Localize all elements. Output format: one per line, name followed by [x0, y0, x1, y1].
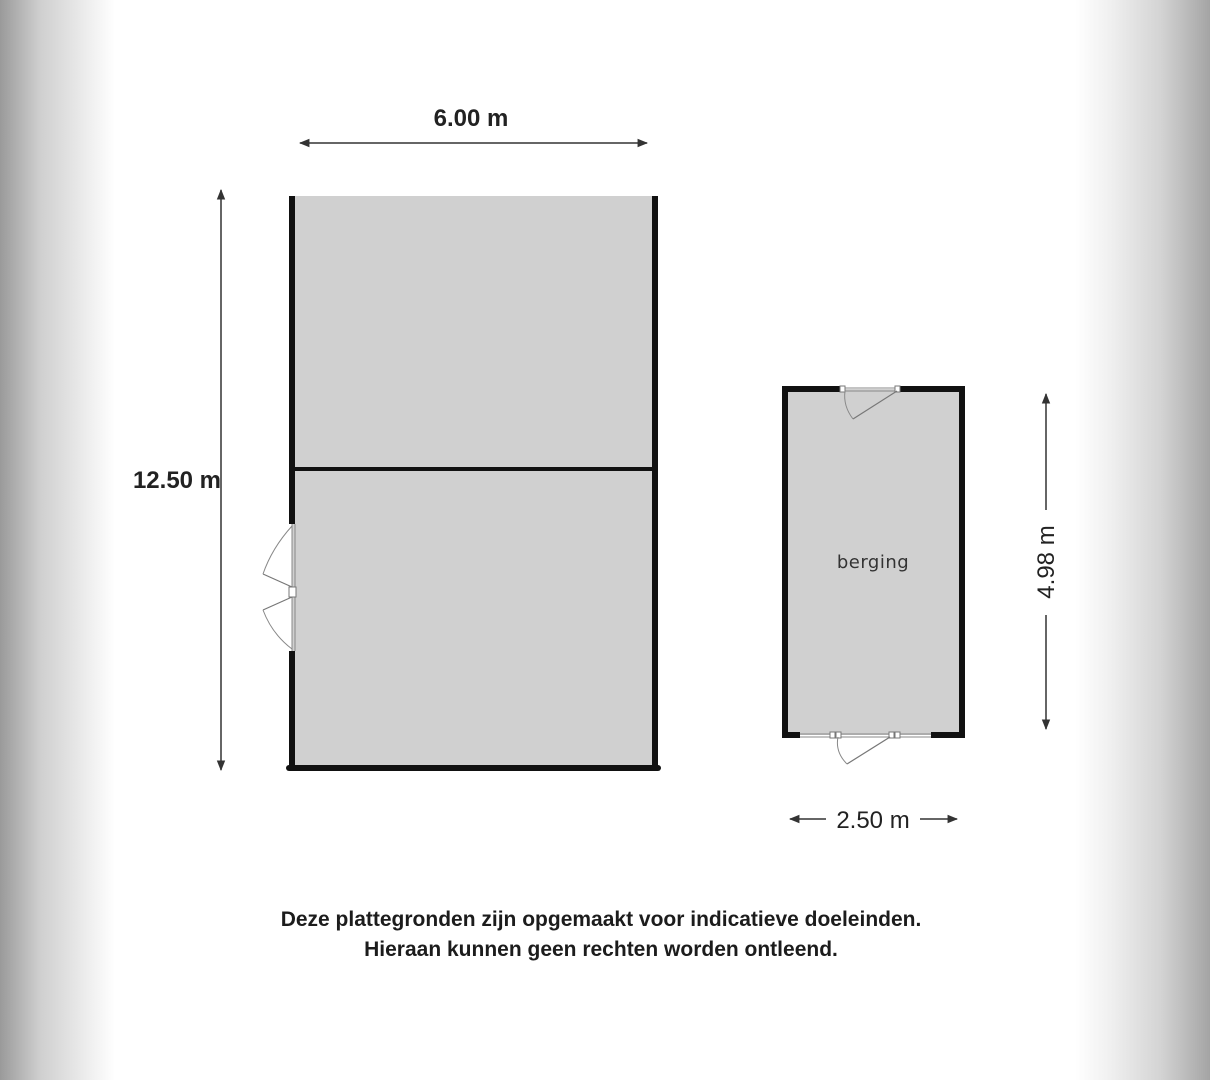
storage-depth-dimension — [1033, 394, 1060, 729]
disclaimer-line-2: Hieraan kunnen geen rechten worden ontleend. — [364, 938, 838, 961]
main-depth-dimension — [133, 190, 221, 770]
disclaimer-line-1: Deze plattegronden zijn opgemaakt voor indicatieve doeleinden. — [280, 908, 922, 931]
storage-building — [782, 386, 965, 764]
storage-bottom-door — [800, 732, 931, 764]
main-building — [263, 196, 658, 768]
main-width-dimension — [300, 105, 647, 143]
storage-room-label: berging — [836, 552, 910, 573]
storage-depth-label: 4.98 m — [1033, 525, 1060, 599]
disclaimer — [0, 905, 1202, 965]
main-width-label: 6.00 m — [433, 105, 509, 132]
storage-width-dimension — [790, 807, 957, 834]
main-building-double-door — [263, 524, 296, 651]
storage-width-label: 2.50 m — [836, 807, 910, 834]
main-depth-label: 12.50 m — [132, 467, 222, 494]
main-building-floor — [292, 196, 655, 768]
